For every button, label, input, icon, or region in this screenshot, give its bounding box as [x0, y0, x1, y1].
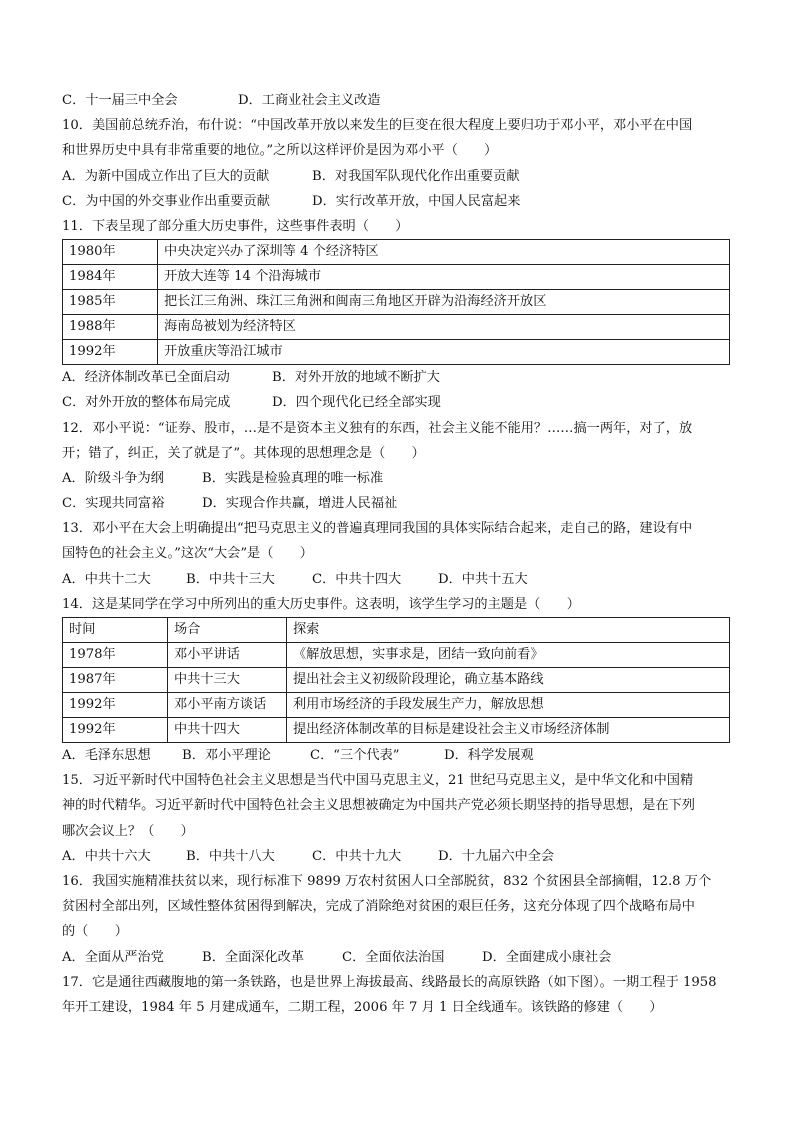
table-row: [63, 265, 730, 290]
q12-option-a[interactable]: A．阶级斗争为纲: [62, 470, 164, 486]
q16-options: [62, 945, 730, 970]
table-row: [63, 240, 730, 265]
q10-option-d[interactable]: D．实行改革开放，中国人民富起来: [312, 193, 521, 209]
q14-time-cell: 1992年: [63, 718, 168, 743]
table-row: [63, 340, 730, 365]
question-15: [62, 768, 730, 869]
q11-event-cell: 把长江三角洲、珠江三角洲和闽南三角地区开辟为沿海经济开放区: [158, 290, 730, 315]
q11-options-row-1: [62, 365, 730, 390]
q14-time-cell: 1978年: [63, 643, 168, 668]
q14-time-cell: 1987年: [63, 668, 168, 693]
q12-options-row-2: [62, 491, 730, 516]
table-row: [63, 693, 730, 718]
q14-time-cell: 1992年: [63, 693, 168, 718]
q11-event-cell: 中央决定兴办了深圳等 4 个经济特区: [158, 240, 730, 265]
q14-header-time: 时间: [63, 618, 168, 643]
q10-options-row-2: [62, 189, 730, 214]
q13-option-c[interactable]: C．中共十四大: [312, 571, 402, 587]
q12-option-c[interactable]: C．实现共同富裕: [62, 496, 165, 512]
q16-stem-line-1: 16．我国实施精准扶贫以来，现行标准下 9899 万农村贫困人口全部脱贫，832 个贫困县全部摘帽，12.8 万个: [62, 873, 712, 889]
q14-stem: 14．这是某同学在学习中所列出的重大历史事件。这表明，该学生学习的主题是（ ）: [62, 596, 580, 612]
question-10: [62, 113, 730, 214]
table-header-row: [63, 618, 730, 643]
exam-page: [62, 88, 730, 1020]
q11-event-cell: 开放大连等 14 个沿海城市: [158, 265, 730, 290]
q14-events-table: [62, 617, 730, 743]
q14-header-place: 场合: [168, 618, 287, 643]
q11-option-b[interactable]: B．对外开放的地域不断扩大: [272, 370, 440, 386]
table-row: [63, 718, 730, 743]
q10-stem-line-2: 和世界历史中具有非常重要的地位。”之所以这样评价是因为邓小平（ ）: [62, 143, 498, 159]
q10-options-row-1: [62, 164, 730, 189]
q11-year-cell: 1992年: [63, 340, 158, 365]
q16-stem-line-3: 的（ ）: [62, 924, 128, 940]
q11-event-cell: 海南岛被划为经济特区: [158, 315, 730, 340]
q11-option-a[interactable]: A．经济体制改革已全面启动: [62, 370, 230, 386]
q11-option-d[interactable]: D．四个现代化已经全部实现: [272, 395, 441, 411]
q13-stem-line-2: 国特色的社会主义。”这次“大会”是（ ）: [62, 546, 313, 562]
q16-option-a[interactable]: A．全面从严治党: [62, 949, 164, 965]
table-row: [63, 315, 730, 340]
q14-explore-cell: 提出经济体制改革的目标是建设社会主义市场经济体制: [287, 718, 730, 743]
question-14: [62, 592, 730, 768]
q12-option-d[interactable]: D．实现合作共赢，增进人民福祉: [202, 496, 398, 512]
q13-option-a[interactable]: A．中共十二大: [62, 571, 151, 587]
q13-stem-line-1: 13．邓小平在大会上明确提出“把马克思主义的普遍真理同我国的具体实际结合起来，走自己的路，建设有中: [62, 521, 693, 537]
q13-option-b[interactable]: B．中共十三大: [186, 571, 275, 587]
question-13: [62, 516, 730, 592]
q17-stem-line-1: 17．它是通往西藏腹地的第一条铁路，也是世界上海拔最高、线路最长的高原铁路（如下图）。一期工程于 1958: [62, 974, 717, 990]
q10-option-a[interactable]: A．为新中国成立作出了巨大的贡献: [62, 168, 270, 184]
q9-option-d[interactable]: D．工商业社会主义改造: [238, 93, 381, 108]
q16-stem-line-2: 贫困村全部出列，区域性整体贫困得到解决，完成了消除绝对贫困的艰巨任务，这充分体现了四个战略布局中: [62, 899, 695, 915]
q11-option-c[interactable]: C．对外开放的整体布局完成: [62, 395, 231, 411]
table-row: [63, 643, 730, 668]
q15-options: [62, 844, 730, 869]
q12-stem-line-1: 12．邓小平说：“证券、股市，…是不是资本主义独有的东西，社会主义能不能用？……搞一两年，对了，放: [62, 420, 693, 436]
q14-options: [62, 743, 730, 768]
q15-option-c[interactable]: C．中共十九大: [312, 848, 402, 864]
q11-year-cell: 1988年: [63, 315, 158, 340]
q11-year-cell: 1985年: [63, 290, 158, 315]
q11-events-table: [62, 239, 730, 365]
q15-option-a[interactable]: A．中共十六大: [62, 848, 151, 864]
q14-option-d[interactable]: D．科学发展观: [444, 748, 534, 763]
q16-option-d[interactable]: D．全面建成小康社会: [482, 949, 612, 965]
q14-header-explore: 探索: [287, 618, 730, 643]
q10-stem-line-1: 10．美国前总统乔治，布什说：“中国改革开放以来发生的巨变在很大程度上要归功于邓小平，邓小平在中国: [62, 118, 693, 134]
q11-year-cell: 1980年: [63, 240, 158, 265]
q14-option-a[interactable]: A．毛泽东思想: [62, 748, 151, 763]
q15-option-b[interactable]: B．中共十八大: [186, 848, 275, 864]
question-12: [62, 416, 730, 517]
q11-options-row-2: [62, 390, 730, 415]
q17-stem-line-2: 年开工建设，1984 年 5 月建成通车，二期工程，2006 年 7 月 1 日全线通车。该铁路的修建（ ）: [62, 999, 663, 1015]
q14-explore-cell: 利用市场经济的手段发展生产力，解放思想: [287, 693, 730, 718]
q14-place-cell: 邓小平南方谈话: [168, 693, 287, 718]
q12-option-b[interactable]: B．实践是检验真理的唯一标准: [202, 470, 384, 486]
table-row: [63, 668, 730, 693]
q10-option-c[interactable]: C．为中国的外交事业作出重要贡献: [62, 193, 270, 209]
q11-event-cell: 开放重庆等沿江城市: [158, 340, 730, 365]
q16-option-c[interactable]: C．全面依法治国: [342, 949, 445, 965]
q14-place-cell: 邓小平讲话: [168, 643, 287, 668]
q15-stem-line-3: 哪次会议上？（ ）: [62, 823, 194, 839]
question-11: [62, 214, 730, 416]
q14-option-c[interactable]: C．“三个代表”: [310, 748, 400, 763]
q12-stem-line-2: 开；错了，纠正，关了就是了”。其体现的思想理念是（ ）: [62, 445, 425, 461]
q15-option-d[interactable]: D．十九届六中全会: [438, 848, 555, 864]
q13-option-d[interactable]: D．中共十五大: [438, 571, 528, 587]
question-17: [62, 970, 730, 1020]
q14-explore-cell: 提出社会主义初级阶段理论，确立基本路线: [287, 668, 730, 693]
q12-options-row-1: [62, 466, 730, 491]
q14-place-cell: 中共十三大: [168, 668, 287, 693]
q10-option-b[interactable]: B．对我国军队现代化作出重要贡献: [312, 168, 520, 184]
q9-option-c[interactable]: C．十一届三中全会: [62, 93, 178, 108]
q15-stem-line-1: 15．习近平新时代中国特色社会主义思想是当代中国马克思主义，21 世纪马克思主义，是中华文化和中国精: [62, 773, 694, 789]
q14-option-b[interactable]: B．邓小平理论: [182, 748, 271, 763]
q14-place-cell: 中共十四大: [168, 718, 287, 743]
q16-option-b[interactable]: B．全面深化改革: [202, 949, 305, 965]
q11-stem: 11．下表呈现了部分重大历史事件，这些事件表明（ ）: [62, 218, 409, 234]
q9-options: [62, 88, 730, 113]
q11-year-cell: 1984年: [63, 265, 158, 290]
q13-options: [62, 567, 730, 592]
q15-stem-line-2: 神的时代精华。习近平新时代中国特色社会主义思想被确定为中国共产党必须长期坚持的指导思想，是在下列: [62, 798, 695, 814]
table-row: [63, 290, 730, 315]
q14-explore-cell: 《解放思想，实事求是，团结一致向前看》: [287, 643, 730, 668]
question-16: [62, 869, 730, 970]
